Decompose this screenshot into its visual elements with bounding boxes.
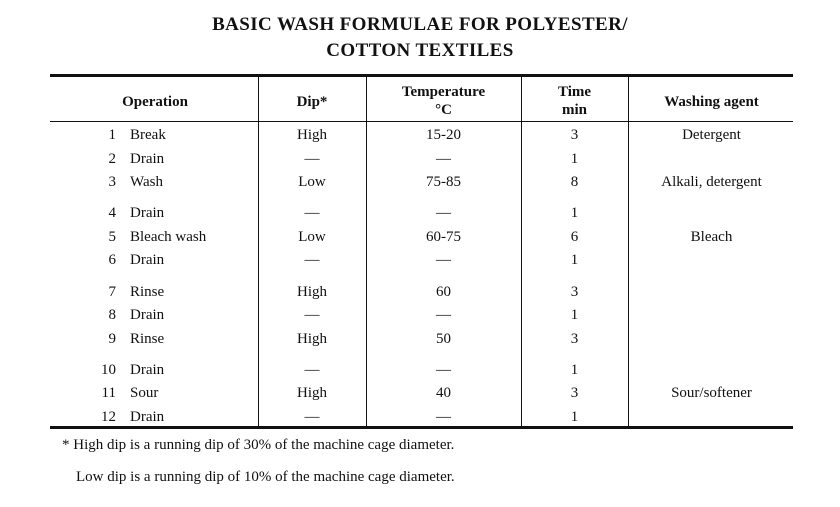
cell-num: 5 [108,229,116,245]
cell-temp: 60-75 [426,229,461,245]
cell-time: 3 [570,331,579,347]
cell-operation: Drain [130,409,165,425]
cell-operation: Rinse [130,331,165,347]
cell-time: 3 [570,284,579,300]
cell-dip: — [304,252,320,268]
cell-operation: Drain [130,362,165,378]
cell-time: 1 [570,362,579,378]
cell-operation: Drain [130,252,165,268]
header-washing-agent: Washing agent [664,94,759,110]
cell-dip: High [297,284,327,300]
column-divider [366,77,367,426]
cell-operation: Drain [130,205,165,221]
cell-dip: — [304,205,320,221]
cell-temp: — [436,205,451,221]
cell-num: 3 [108,174,116,190]
cell-num: 9 [108,331,116,347]
column-divider [521,77,522,426]
table-top-rule [50,74,793,77]
cell-num: 2 [108,151,116,167]
header-time-unit: min [561,102,587,118]
cell-operation: Sour [130,385,159,401]
footnote-low-dip: Low dip is a running dip of 10% of the machine cage diameter. [76,469,455,485]
cell-time: 1 [570,151,579,167]
cell-dip: — [304,307,320,323]
header-temperature: Temperature [401,84,486,100]
cell-time: 8 [570,174,579,190]
cell-temp: — [436,362,451,378]
column-divider [258,77,259,426]
cell-dip: High [297,127,327,143]
table-title-line-1: BASIC WASH FORMULAE FOR POLYESTER/ [212,14,628,35]
cell-num: 1 [108,127,116,143]
table-bottom-rule [50,426,793,429]
cell-agent: Sour/softener [671,385,752,401]
cell-num: 7 [108,284,116,300]
cell-operation: Bleach wash [130,229,207,245]
cell-time: 3 [570,385,579,401]
cell-dip: — [304,409,320,425]
cell-temp: 75-85 [426,174,461,190]
cell-operation: Drain [130,307,165,323]
footnote-high-dip: * High dip is a running dip of 30% of the machine cage diameter. [62,437,455,453]
cell-operation: Drain [130,151,165,167]
cell-dip: — [304,362,320,378]
cell-num: 6 [108,252,116,268]
cell-operation: Wash [130,174,163,190]
header-divider-rule [50,121,793,122]
cell-agent: Alkali, detergent [661,174,762,190]
column-divider [628,77,629,426]
cell-operation: Break [130,127,166,143]
cell-time: 1 [570,205,579,221]
cell-agent: Detergent [682,127,741,143]
cell-dip: Low [298,229,326,245]
cell-time: 3 [570,127,579,143]
cell-temp: — [436,252,451,268]
cell-temp: — [436,151,451,167]
cell-temp: 60 [436,284,451,300]
cell-agent: Bleach [690,229,733,245]
cell-temp: 50 [436,331,451,347]
cell-time: 6 [570,229,579,245]
cell-dip: High [297,331,327,347]
table-title-line-2: COTTON TEXTILES [326,40,514,61]
cell-time: 1 [570,409,579,425]
header-temperature-unit: °C [435,102,452,118]
header-dip: Dip* [296,94,328,110]
cell-operation: Rinse [130,284,165,300]
header-time: Time [557,84,592,100]
cell-num: 11 [101,385,116,401]
cell-num: 10 [101,362,116,378]
cell-temp: 40 [436,385,451,401]
header-operation: Operation [122,94,188,110]
cell-temp: — [436,409,451,425]
cell-temp: — [436,307,451,323]
cell-num: 4 [108,205,116,221]
cell-time: 1 [570,307,579,323]
cell-dip: — [304,151,320,167]
cell-num: 8 [108,307,116,323]
cell-time: 1 [570,252,579,268]
cell-num: 12 [101,409,116,425]
cell-dip: Low [298,174,326,190]
cell-temp: 15-20 [426,127,461,143]
cell-dip: High [297,385,327,401]
